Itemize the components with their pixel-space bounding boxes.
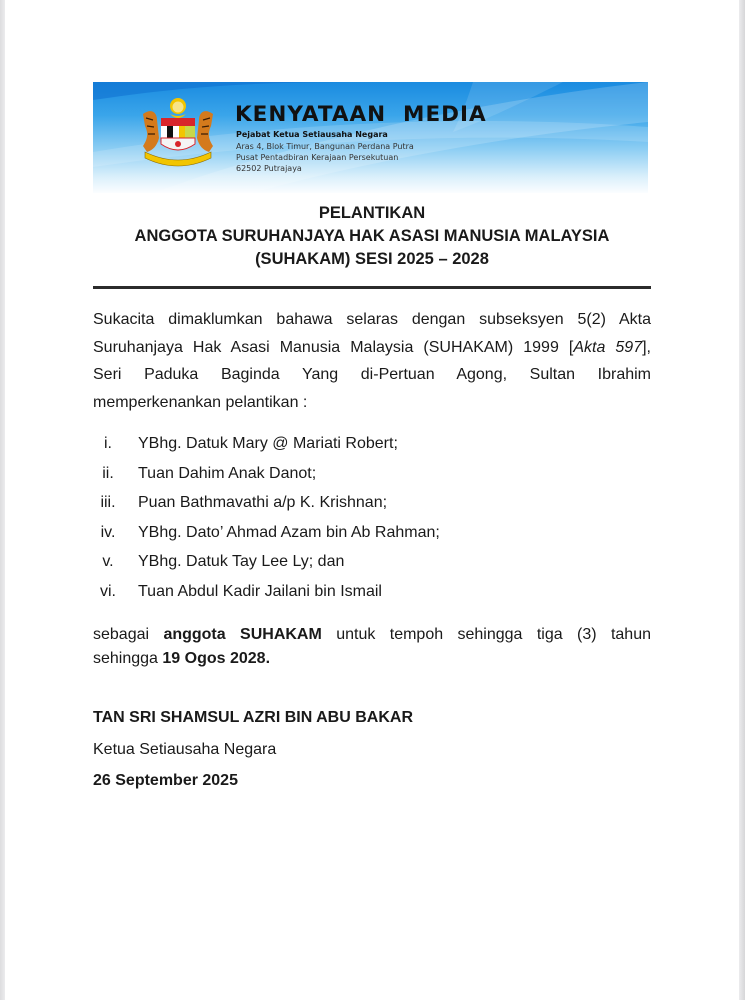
banner-address-line: Aras 4, Blok Timur, Bangunan Perdana Putra	[236, 142, 414, 151]
heading-line-3: (SUHAKAM) SESI 2025 – 2028	[255, 250, 489, 268]
appointee-name: Tuan Abdul Kadir Jailani bin Ismail	[138, 582, 382, 600]
appointee-list	[93, 434, 440, 611]
heading-line-2: ANGGOTA SURUHANJAYA HAK ASASI MANUSIA MALAYSIA	[134, 227, 610, 245]
banner-office: Pejabat Ketua Setiausaha Negara	[236, 130, 388, 139]
banner-address-line: Pusat Pentadbiran Kerajaan Persekutuan	[236, 153, 399, 162]
appointee-name: YBhg. Dato’ Ahmad Azam bin Ab Rahman;	[138, 523, 440, 541]
coat-of-arms-icon	[137, 94, 219, 172]
appointee-name: Puan Bathmavathi a/p K. Krishnan;	[138, 494, 388, 511]
list-item	[93, 523, 440, 553]
heading-line-1: PELANTIKAN	[318, 204, 426, 222]
heading-divider	[93, 286, 651, 289]
list-item	[93, 434, 398, 464]
list-item	[93, 493, 388, 523]
statement-date: 26 September 2025	[93, 772, 238, 789]
intro-line: Seri Paduka Baginda Yang di-Pertuan Agong, Sultan Ibrahim	[93, 366, 651, 383]
list-item	[93, 582, 382, 612]
page-edge-left	[0, 0, 5, 1000]
term-end-date: 19 Ogos 2028.	[162, 650, 271, 667]
list-numeral: v.	[102, 553, 114, 570]
signatory-name: TAN SRI SHAMSUL AZRI BIN ABU BAKAR	[93, 709, 413, 726]
closing-line	[93, 647, 651, 671]
list-numeral: iii.	[100, 494, 116, 511]
list-numeral: iv.	[100, 523, 116, 541]
closing-line	[93, 623, 651, 647]
closing-text: untuk tempoh sehingga tiga (3) tahun	[321, 626, 652, 643]
intro-line: Sukacita dimaklumkan bahawa selaras dengan subseksyen 5(2) Akta	[93, 311, 651, 328]
page-edge-right	[739, 0, 745, 1000]
intro-text: ],	[642, 338, 651, 356]
closing-paragraph	[93, 623, 651, 671]
banner-address-line: 62502 Putrajaya	[236, 164, 302, 173]
act-reference: Akta 597	[573, 338, 643, 356]
signatory-title: Ketua Setiausaha Negara	[93, 741, 277, 758]
appointee-name: Tuan Dahim Anak Danot;	[138, 464, 317, 482]
list-numeral: i.	[104, 435, 112, 452]
closing-emphasis: anggota SUHAKAM	[163, 626, 322, 643]
closing-text: sehingga	[93, 650, 163, 667]
list-item	[93, 552, 345, 582]
list-numeral: ii.	[102, 464, 114, 482]
intro-line: memperkenankan pelantikan :	[93, 393, 308, 411]
list-numeral: vi.	[100, 582, 116, 600]
appointee-name: YBhg. Datuk Mary @ Mariati Robert;	[138, 435, 398, 452]
media-statement-banner	[93, 82, 648, 193]
list-item	[93, 464, 317, 494]
intro-line	[93, 334, 651, 362]
banner-title: KENYATAAN MEDIA	[235, 102, 487, 127]
closing-text: sebagai	[93, 626, 164, 643]
intro-paragraph	[93, 306, 651, 416]
intro-text: Suruhanjaya Hak Asasi Manusia Malaysia (SUHAKAM) 1999 [	[93, 338, 574, 356]
appointee-name: YBhg. Datuk Tay Lee Ly; dan	[138, 553, 345, 570]
